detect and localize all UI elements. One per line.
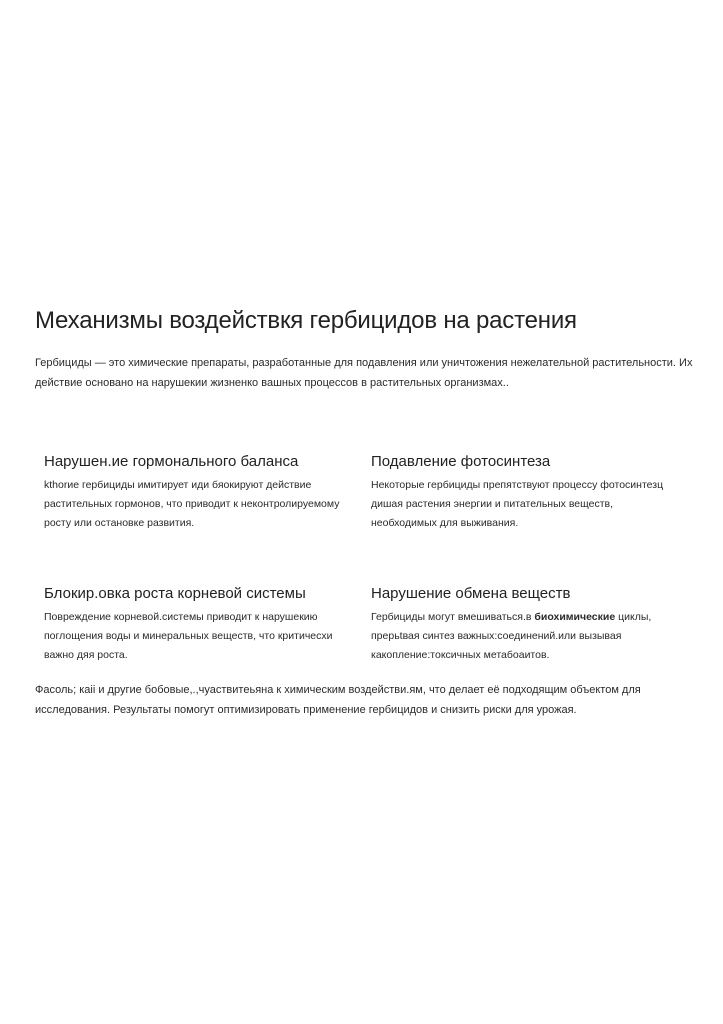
page-title: Механизмы воздействкя гербицидов на растения <box>35 307 577 334</box>
section-heading: Подавление фотосинтеза <box>371 453 551 470</box>
section-metabolism <box>371 584 681 665</box>
conclusion-paragraph: Фасоль; каii и другие бобовые,.,чуаствитеьяна к химическим воздействи.ям, что делает её подходящим объектом для исследования. Результаты помогут оптимизировать применение гербицидов и снизить риски для урожая. <box>35 684 641 716</box>
section-heading: Блокир.овка роста корневой системы <box>44 585 306 602</box>
section-heading: Нарушен.ие гормонального баланса <box>44 453 299 470</box>
section-text: kthоrие гербициды имитирует иди бяокируют действие растительных гормонов, что приводит к неконтролируемому росту или остановке развития. <box>44 479 340 529</box>
intro-paragraph: Гербициды — это химические препараты, разработанные для подавления или уничтожения нежелательной растительности. Их действие основано на нарушекии жизненко вашных процессов в растительных организмах.. <box>35 357 693 389</box>
section-heading: Нарушение обмена веществ <box>371 585 571 602</box>
section-text-bold: биохимические <box>534 611 616 623</box>
section-text-start: Гербициды могут вмешиваться.в <box>371 611 535 623</box>
section-text: Повреждение корневой.системы приводит к нарушекию поглощения воды и минеральных веществ, что критичесхи важно дяя роста. <box>44 611 333 661</box>
section-text: Некоторые гербициды препятствуют процессу фотосинтезц дишая растения энергии и питательных веществ, необходимых для выживания. <box>371 479 664 529</box>
section-hormonal-balance <box>44 452 354 533</box>
section-root-growth <box>44 584 354 665</box>
section-text <box>371 608 681 665</box>
section-text-end: циклы, прерьtвая синтез важных:соединений.или вызывая какопление:токсичных метабоаитов. <box>371 611 652 661</box>
section-photosynthesis <box>371 452 681 533</box>
